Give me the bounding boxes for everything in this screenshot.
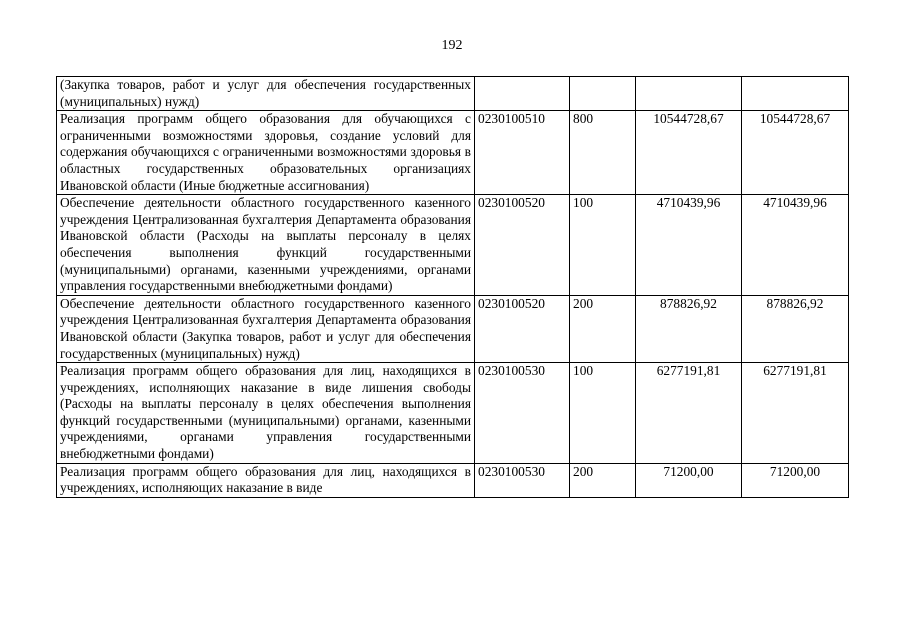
- amount-first: 6277191,81: [636, 363, 742, 464]
- expense-type-code: 800: [570, 111, 636, 195]
- row-description: Обеспечение деятельности областного государственного казенного учреждения Централизованная бухгалтерия Департамента образования Ивановской области (Расходы на выплаты персоналу в целях обеспечения выполнения функций государственными (муниципальными) органами, казенными учреждениями, органами управления государственными внебюджетными фондами): [57, 195, 475, 296]
- amount-second: 878826,92: [742, 295, 849, 362]
- amount-first: 878826,92: [636, 295, 742, 362]
- row-description: Реализация программ общего образования для лиц, находящихся в учреждениях, исполняющих наказание в виде: [57, 463, 475, 497]
- table-row: [57, 463, 849, 497]
- row-description: Обеспечение деятельности областного государственного казенного учреждения Централизованная бухгалтерия Департамента образования Ивановской области (Закупка товаров, работ и услуг для обеспечения государственных (муниципальных) нужд): [57, 295, 475, 362]
- row-description: Реализация программ общего образования для обучающихся с ограниченными возможностями здоровья, создание условий для содержания обучающихся с ограниченными возможностями здоровья в областных государственных образовательных организациях Ивановской области (Иные бюджетные ассигнования): [57, 111, 475, 195]
- amount-second: 4710439,96: [742, 195, 849, 296]
- target-article-code: 0230100510: [475, 111, 570, 195]
- row-description: Реализация программ общего образования для лиц, находящихся в учреждениях, исполняющих наказание в виде лишения свободы (Расходы на выплаты персоналу в целях обеспечения выполнения функций государственными (муниципальными) органами, казенными учреждениями, органами управления государственными внебюджетными фондами): [57, 363, 475, 464]
- expense-type-code: 200: [570, 295, 636, 362]
- table-row: [57, 295, 849, 362]
- table-row: [57, 111, 849, 195]
- expense-type-code: 100: [570, 195, 636, 296]
- amount-second: 10544728,67: [742, 111, 849, 195]
- table-row: [57, 195, 849, 296]
- budget-table: [56, 76, 849, 498]
- amount-first: 71200,00: [636, 463, 742, 497]
- amount-second: [742, 77, 849, 111]
- target-article-code: 0230100530: [475, 363, 570, 464]
- expense-type-code: [570, 77, 636, 111]
- amount-first: [636, 77, 742, 111]
- target-article-code: [475, 77, 570, 111]
- target-article-code: 0230100530: [475, 463, 570, 497]
- amount-first: 4710439,96: [636, 195, 742, 296]
- amount-second: 71200,00: [742, 463, 849, 497]
- row-description: (Закупка товаров, работ и услуг для обеспечения государственных (муниципальных) нужд): [57, 77, 475, 111]
- amount-first: 10544728,67: [636, 111, 742, 195]
- expense-type-code: 200: [570, 463, 636, 497]
- amount-second: 6277191,81: [742, 363, 849, 464]
- target-article-code: 0230100520: [475, 295, 570, 362]
- target-article-code: 0230100520: [475, 195, 570, 296]
- table-row: [57, 77, 849, 111]
- table-row: [57, 363, 849, 464]
- page-number: 192: [441, 38, 463, 53]
- expense-type-code: 100: [570, 363, 636, 464]
